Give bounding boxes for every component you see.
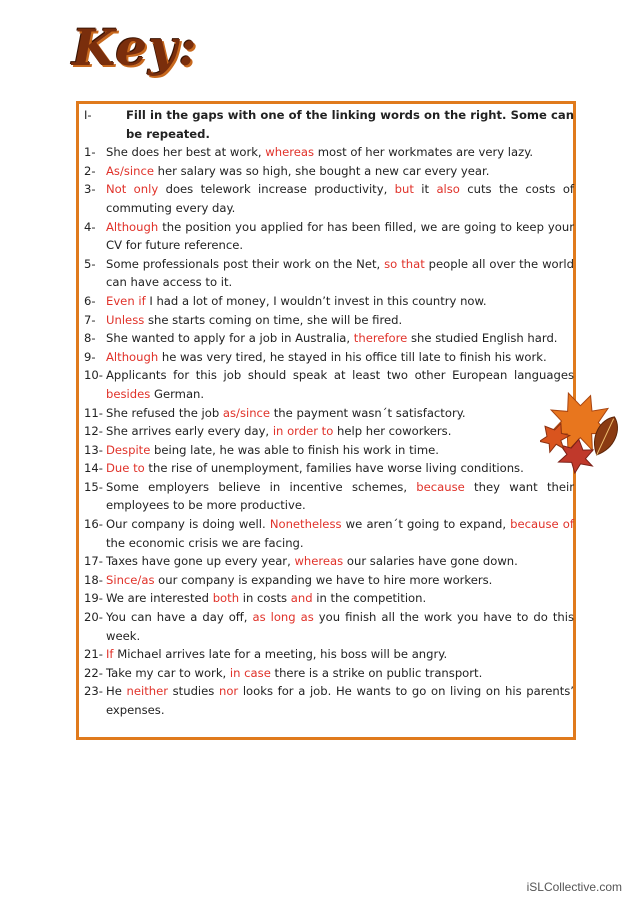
item-sentence: [106, 664, 574, 683]
linking-word: whereas: [265, 145, 315, 160]
linking-word: nor: [218, 684, 239, 699]
item-number: 3-: [84, 182, 96, 197]
linking-word: Even if: [106, 293, 146, 308]
answer-item: [84, 218, 574, 255]
autumn-leaves-icon: [540, 385, 632, 477]
sentence-text: German.: [150, 386, 205, 401]
answer-item: [84, 459, 574, 478]
exercise-heading: [84, 106, 574, 143]
item-number: 7-: [84, 312, 96, 327]
sentence-text: looks for a job. He wants to go on living on his parents’ expenses.: [106, 684, 574, 717]
sentence-text: Take my car to work,: [106, 665, 230, 680]
answer-item: [84, 589, 574, 608]
linking-word: because: [416, 479, 465, 494]
item-number: 1-: [84, 145, 96, 160]
sentence-text: He: [106, 684, 127, 699]
item-sentence: [106, 366, 574, 403]
linking-word: but: [394, 182, 414, 197]
answer-item: [84, 552, 574, 571]
item-number: 12-: [84, 424, 103, 439]
sentence-text: our salaries have gone down.: [343, 554, 518, 569]
item-number: 14-: [84, 461, 103, 476]
sentence-text: he was very tired, he stayed in his office till late to finish his work.: [158, 349, 547, 364]
item-sentence: [106, 459, 574, 478]
item-sentence: [106, 478, 574, 515]
item-sentence: [106, 589, 574, 608]
sentence-text: we aren´t going to expand,: [341, 517, 511, 532]
linking-word: so that: [384, 256, 425, 271]
linking-word: Not only: [106, 182, 159, 197]
exercise-instructions: Fill in the gaps with one of the linking words on the right. Some can be repeated.: [126, 108, 574, 141]
linking-word: Nonetheless: [269, 517, 342, 532]
item-sentence: [106, 311, 574, 330]
item-sentence: [106, 329, 574, 348]
item-sentence: [106, 441, 574, 460]
sentence-text: in costs: [239, 591, 291, 606]
item-sentence: [106, 515, 574, 552]
item-number: 19-: [84, 591, 103, 606]
sentence-text: Applicants for this job should speak at least two other European languages: [106, 368, 574, 383]
answer-list: [84, 106, 574, 720]
item-sentence: [106, 348, 574, 367]
answer-item: [84, 515, 574, 552]
answer-item: [84, 478, 574, 515]
linking-word: as/since: [222, 405, 271, 420]
answer-item: [84, 645, 574, 664]
sentence-text: does telework increase productivity,: [158, 182, 395, 197]
item-sentence: [106, 180, 574, 217]
sentence-text: the payment wasn´t satisfactory.: [270, 405, 466, 420]
linking-word: Although: [106, 219, 159, 234]
answer-item: [84, 162, 574, 181]
item-sentence: [106, 404, 574, 423]
sentence-text: there is a strike on public transport.: [270, 665, 483, 680]
linking-word: whereas: [294, 554, 344, 569]
item-number: 15-: [84, 479, 103, 494]
sentence-text: She wanted to apply for a job in Australia,: [106, 331, 354, 346]
item-sentence: [106, 255, 574, 292]
item-sentence: [106, 422, 574, 441]
answer-item: [84, 348, 574, 367]
item-number: 13-: [84, 442, 103, 457]
item-sentence: [106, 571, 574, 590]
sentence-text: the rise of unemployment, families have worse living conditions.: [144, 461, 524, 476]
item-number: 18-: [84, 572, 103, 587]
sentence-text: She refused the job: [106, 405, 223, 420]
sentence-text: She does her best at work,: [106, 145, 266, 160]
sentence-text: We are interested: [106, 591, 213, 606]
answer-item: [84, 422, 574, 441]
item-number: 11-: [84, 405, 103, 420]
linking-word: besides: [106, 386, 151, 401]
item-number: 16-: [84, 517, 103, 532]
sentence-text: Taxes have gone up every year,: [106, 554, 295, 569]
linking-word: Unless: [106, 312, 145, 327]
item-sentence: [106, 552, 574, 571]
linking-word: Since/as: [106, 572, 155, 587]
sentence-text: she studied English hard.: [407, 331, 558, 346]
item-sentence: [106, 645, 574, 664]
sentence-text: She arrives early every day,: [106, 424, 273, 439]
linking-word: also: [436, 182, 460, 197]
linking-word: and: [290, 591, 313, 606]
answer-item: [84, 180, 574, 217]
sentence-text: I had a lot of money, I wouldn’t invest in this country now.: [145, 293, 487, 308]
answer-item: [84, 664, 574, 683]
sentence-text: they want their employees to be more productive.: [106, 479, 574, 513]
item-sentence: [106, 682, 574, 719]
item-number: 2-: [84, 163, 96, 178]
answer-item: [84, 292, 574, 311]
page-title: Key:: [72, 18, 198, 77]
answer-item: [84, 608, 574, 645]
item-sentence: [106, 143, 574, 162]
item-number: 9-: [84, 349, 96, 364]
answer-item: [84, 329, 574, 348]
sentence-text: help her coworkers.: [333, 424, 452, 439]
sentence-text: cuts the costs of commuting every day.: [106, 182, 574, 215]
sentence-text: you finish all the work you have to do this week.: [106, 610, 574, 643]
linking-word: both: [212, 591, 240, 606]
answer-item: [84, 571, 574, 590]
item-number: 4-: [84, 219, 96, 234]
linking-word: therefore: [353, 331, 408, 346]
sentence-text: in the competition.: [312, 591, 427, 606]
sentence-text: being late, he was able to finish his work in time.: [150, 442, 439, 457]
item-number: 22-: [84, 665, 103, 680]
item-sentence: [106, 608, 574, 645]
answer-item: [84, 143, 574, 162]
sentence-text: most of her workmates are very lazy.: [314, 145, 534, 160]
linking-word: As/since: [106, 163, 154, 178]
item-number: 21-: [84, 647, 103, 662]
linking-word: neither: [126, 684, 168, 699]
sentence-text: Some professionals post their work on the Net,: [106, 256, 385, 271]
sentence-text: studies: [168, 684, 219, 699]
linking-word: Despite: [106, 442, 151, 457]
item-number: 6-: [84, 293, 96, 308]
sentence-text: people all over the world can have access to it.: [106, 256, 574, 290]
sentence-text: her salary was so high, she bought a new car every year.: [154, 163, 490, 178]
sentence-text: our company is expanding we have to hire more workers.: [154, 572, 493, 587]
sentence-text: Our company is doing well.: [106, 517, 270, 532]
item-number: 20-: [84, 610, 103, 625]
linking-word: as long as: [252, 610, 314, 625]
footer-watermark: iSLCollective.com: [526, 880, 622, 894]
item-sentence: [106, 292, 574, 311]
sentence-text: the position you applied for has been filled, we are going to keep your CV for future reference.: [106, 219, 574, 253]
sentence-text: Michael arrives late for a meeting, his boss will be angry.: [113, 647, 448, 662]
sentence-text: the economic crisis we are facing.: [106, 535, 304, 550]
linking-word: Although: [106, 349, 159, 364]
answer-item: [84, 255, 574, 292]
answer-item: [84, 441, 574, 460]
item-number: 17-: [84, 554, 103, 569]
linking-word: Due to: [106, 461, 145, 476]
answer-item: [84, 682, 574, 719]
item-sentence: [106, 162, 574, 181]
answer-item: [84, 366, 574, 403]
linking-word: in case: [229, 665, 271, 680]
linking-word: because of: [510, 517, 574, 532]
answer-item: [84, 404, 574, 423]
sentence-text: it: [413, 182, 437, 197]
item-number: 23-: [84, 684, 103, 699]
item-number: 8-: [84, 331, 96, 346]
answer-item: [84, 311, 574, 330]
exercise-number: I-: [84, 108, 92, 122]
linking-word: in order to: [272, 424, 334, 439]
item-sentence: [106, 218, 574, 255]
item-number: 5-: [84, 256, 96, 271]
linking-word: If: [106, 647, 114, 662]
sentence-text: she starts coming on time, she will be fired.: [144, 312, 403, 327]
item-number: 10-: [84, 368, 103, 383]
sentence-text: You can have a day off,: [106, 610, 253, 625]
sentence-text: Some employers believe in incentive schemes,: [106, 479, 417, 494]
